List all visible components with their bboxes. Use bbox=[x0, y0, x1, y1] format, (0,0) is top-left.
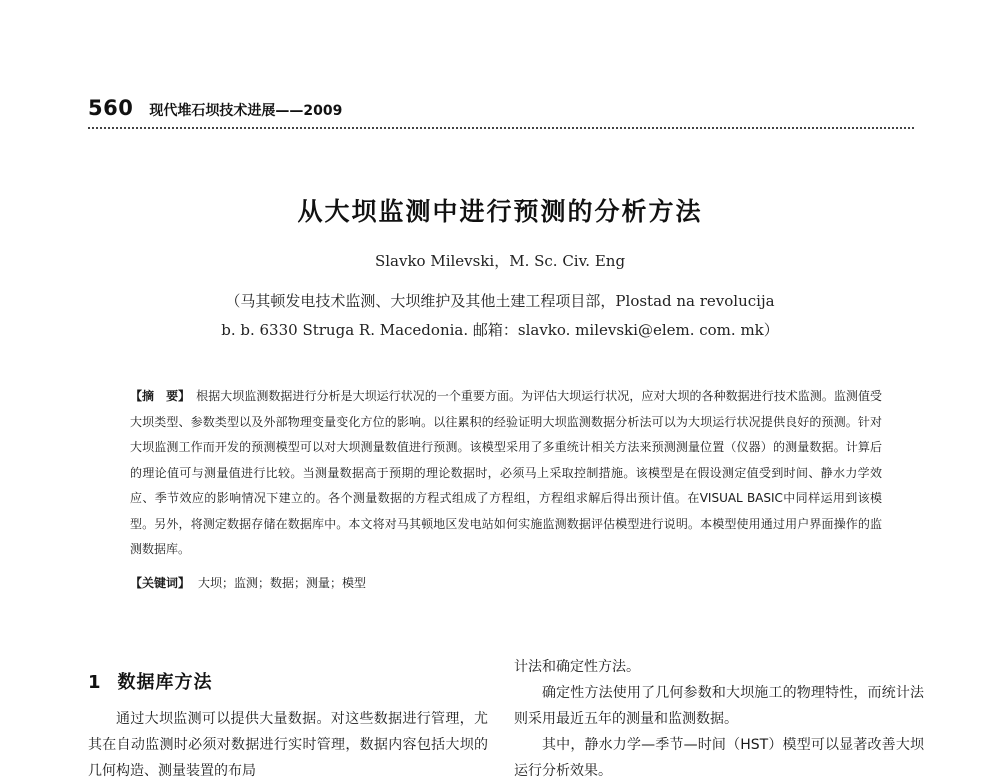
article-title: 从大坝监测中进行预测的分析方法 bbox=[297, 197, 703, 226]
running-head bbox=[88, 96, 342, 120]
paragraph-continuation: 计法和确定性方法。 bbox=[514, 659, 640, 675]
paragraph-deterministic: 确定性方法使用了几何参数和大坝施工的物理特性，而统计法则采用最近五年的测量和监测数据。 bbox=[514, 685, 924, 727]
section-paragraph: 通过大坝监测可以提供大量数据。对这些数据进行管理，尤其在自动监测时必须对数据进行实时管理，数据内容包括大坝的几何构造、测量装置的布局 bbox=[88, 711, 488, 779]
author-line: Slavko Milevski，M. Sc. Civ. Eng bbox=[374, 252, 626, 270]
abstract-text: 根据大坝监测数据进行分析是大坝运行状况的一个重要方面。为评估大坝运行状况，应对大坝的各种数据进行技术监测。监测值受大坝类型、参数类型以及外部物理变量变化方位的影响。以往累积的经验证明大坝监测数据分析法可以为大坝运行状况提供良好的预测。针对大坝监测工作而开发的预测模型可以对大坝测量数值进行预测。该模型采用了多重统计相关方法来预测测量位置（仪器）的测量数据。计算后的理论值可与测量值进行比较。当测量数据高于预期的理论数据时，必须马上采取控制措施。该模型是在假设测定值受到时间、静水力学效应、季节效应的影响情况下建立的。各个测量数据的方程式组成了方程组，方程组求解后得出预计值。在VISUAL BASIC中同样运用到该模型。另外，将测定数据存储在数据库中。本文将对马其顿地区发电站如何实施监测数据评估模型进行说明。本模型使用通过用户界面操作的监测数据库。 bbox=[130, 389, 882, 556]
keywords-label: 【关键词】 bbox=[130, 576, 191, 590]
header-rule bbox=[88, 127, 914, 129]
paragraph-hst: 其中，静水力学—季节—时间（HST）模型可以显著改善大坝运行分析效果。 bbox=[514, 737, 924, 779]
keywords-text: 大坝；监测；数据；测量；模型 bbox=[198, 576, 367, 590]
section-number: 1 bbox=[88, 672, 102, 693]
abstract bbox=[130, 384, 882, 563]
keywords bbox=[130, 574, 366, 591]
section-title: 数据库方法 bbox=[117, 672, 213, 693]
affiliation-line-1: （马其顿发电技术监测、大坝维护及其他土建工程项目部，Plostad na revolucija bbox=[225, 292, 775, 310]
abstract-label: 【摘 要】 bbox=[130, 389, 191, 403]
journal-title: 现代堆石坝技术进展——2009 bbox=[149, 103, 343, 119]
right-column bbox=[514, 654, 924, 784]
affiliation-line-2: b. b. 6330 Struga R. Macedonia. 邮箱：slavko. milevski@elem. com. mk） bbox=[221, 321, 779, 339]
section-heading bbox=[88, 668, 488, 694]
page-number: 560 bbox=[88, 96, 134, 120]
left-column bbox=[88, 668, 488, 784]
